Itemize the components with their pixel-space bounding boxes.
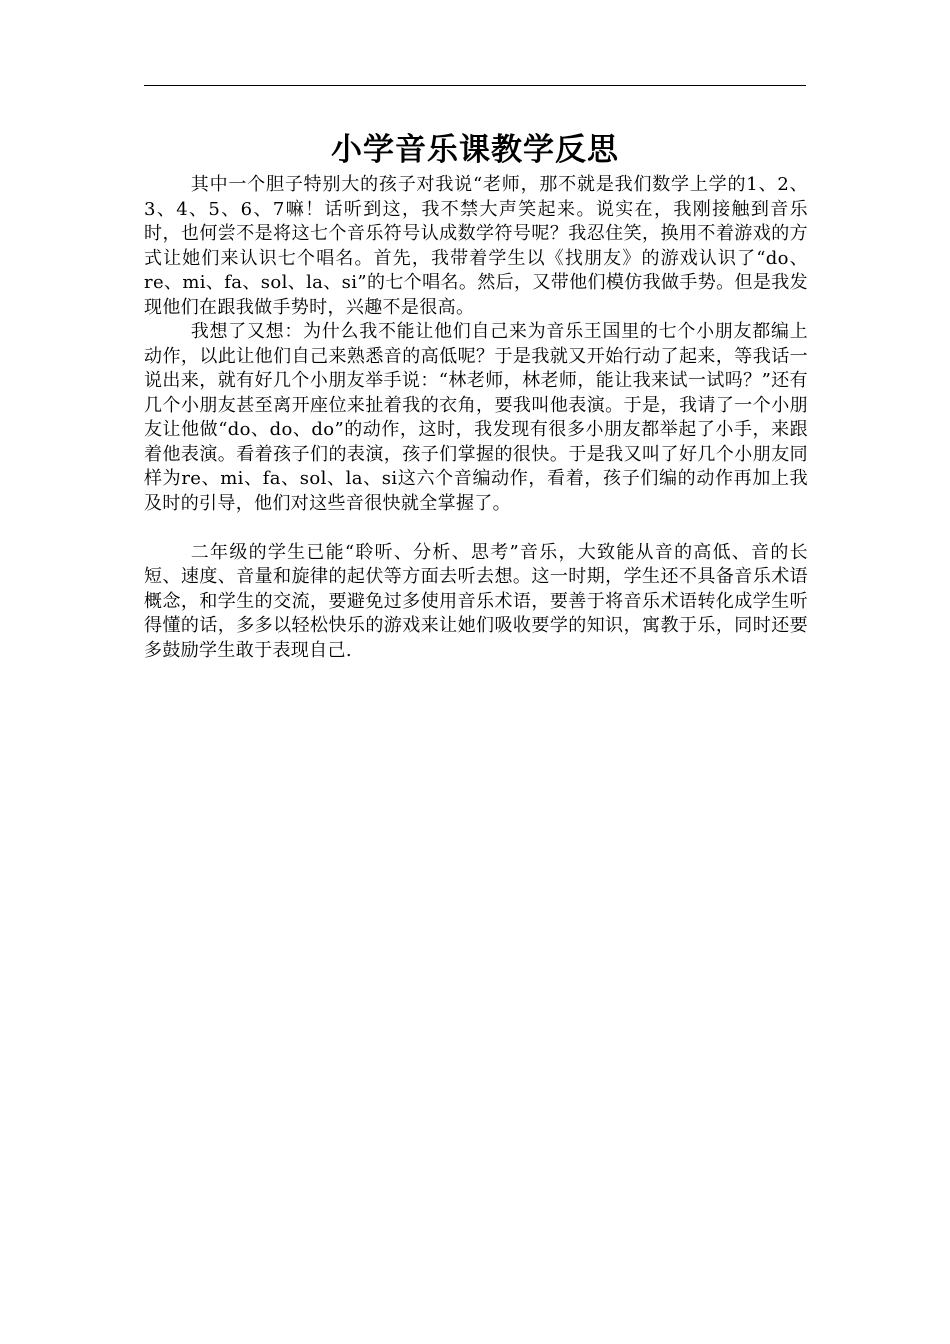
header-rule bbox=[144, 85, 806, 86]
paragraph-spacer bbox=[144, 516, 808, 541]
page-title: 小学音乐课教学反思 bbox=[331, 132, 619, 168]
paragraph-2: 我想了又想：为什么我不能让他们自己来为音乐王国里的七个小朋友都编上动作，以此让他们自己来熟悉音的高低呢？于是我就又开始行动了起来，等我话一说出来，就有好几个小朋友举手说：“林老师，林老师，能让我来试一试吗？”还有几个小朋友甚至离开座位来扯着我的衣角，要我叫他表演。于是，我请了一个小朋友让他做“do、do、do”的动作，这时，我发现有很多小朋友都举起了小手，来跟着他表演。看着孩子们的表演，孩子们掌握的很快。于是我又叫了好几个小朋友同样为re、mi、fa、sol、la、si这六个音编动作，看着，孩子们编的动作再加上我及时的引导，他们对这些音很快就全掌握了。 bbox=[144, 321, 808, 514]
paragraph-1: 其中一个胆子特别大的孩子对我说“老师，那不就是我们数学上学的1、2、3、4、5、6、7嘛！话听到这，我不禁大声笑起来。说实在，我刚接触到音乐时，也何尝不是将这七个音乐符号认成数学符号呢？我忍住笑，换用不着游戏的方式让她们来认识七个唱名。首先，我带着学生以《找朋友》的游戏认识了“do、re、mi、fa、sol、la、si”的七个唱名。然后，又带他们模仿我做手势。但是我发现他们在跟我做手势时，兴趣不是很高。 bbox=[144, 174, 808, 318]
paragraph-3: 二年级的学生已能“聆听、分析、思考”音乐，大致能从音的高低、音的长短、速度、音量和旋律的起伏等方面去听去想。这一时期，学生还不具备音乐术语概念，和学生的交流，要避免过多使用音乐术语，要善于将音乐术语转化成学生听得懂的话，多多以轻松快乐的游戏来让她们吸收要学的知识，寓教于乐，同时还要多鼓励学生敢于表现自己. bbox=[144, 541, 808, 661]
document-body bbox=[144, 173, 808, 663]
